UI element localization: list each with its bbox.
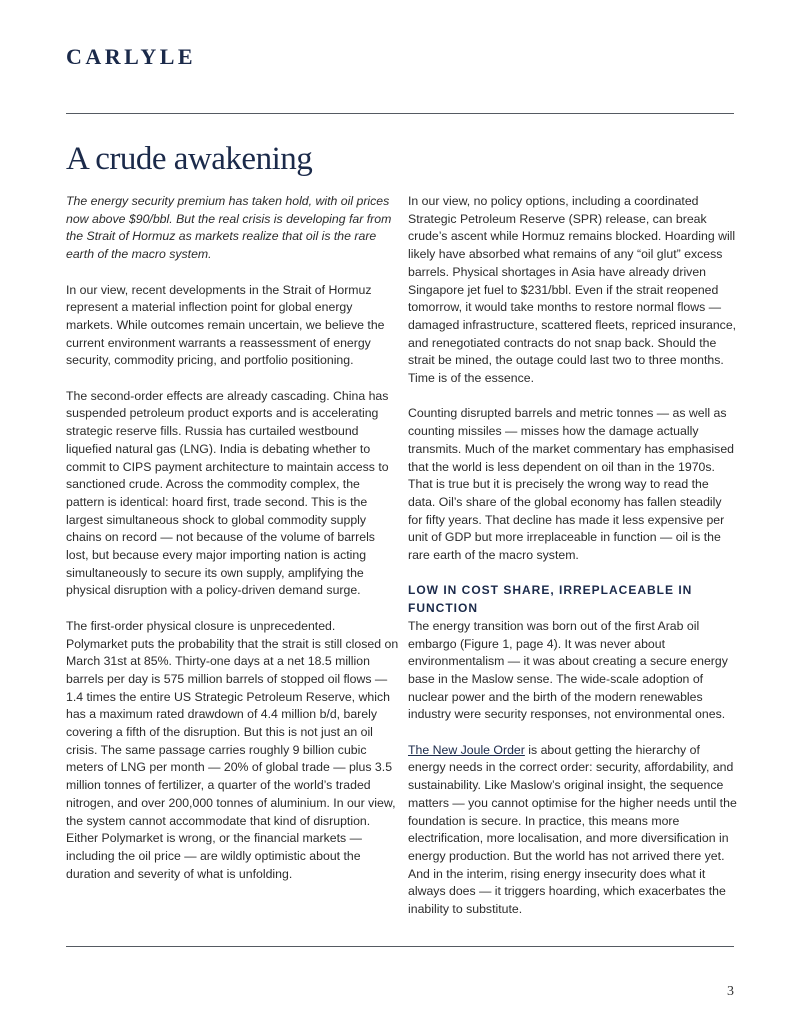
paragraph: In our view, no policy options, including a coordinated Strategic Petroleum Reserve (SPR) release, can break crude’s ascent while Hormuz remains blocked. Hoarding will likely have absorbed what remains of any “oil glut” excess barrels. Physical shortages in Asia have already driven Singapore jet fuel to $231/bbl. Even if the strait reopened tomorrow, it would take months to restore normal flows — damaged infrastructure, scattered fleets, repriced insurance, and renegotiated contracts do not snap back. Should the strait be mined, the outage could last two to three months. Time is of the essence. <box>408 194 737 386</box>
carlyle-logo: CARLYLE <box>66 44 197 69</box>
paragraph: In our view, recent developments in the Strait of Hormuz represent a material inflection point for global energy markets. While outcomes remain uncertain, we believe the current environment warrants a reassessment of energy security, commodity pricing, and portfolio positioning. <box>66 282 385 368</box>
paragraph: The first-order physical closure is unprecedented. Polymarket puts the probability that the strait is still closed on March 31st at 85%. Thirty-one days at a net 18.5 million barrels per day is 575 million barrels of stopped oil flows — 1.4 times the entire US Strategic Petroleum Reserve, which has a maximum rated drawdown of 4.4 million b/d, barely covering a fifth of the disruption. But this is not just an oil crisis. The same passage carries roughly 9 billion cubic meters of LNG per month — 20% of global trade — plus 3.5 million tonnes of fertilizer, a quarter of the world’s traded nitrogen, and over 200,000 tonnes of aluminium. In our view, the system cannot accommodate that kind of disruption. Either Polymarket is wrong, or the financial markets — including the oil price — are wildly optimistic about the duration and severity of what is unfolding. <box>66 618 399 881</box>
paragraph: Counting disrupted barrels and metric tonnes — as well as counting missiles — misses how the damage actually transmits. Much of the market commentary has emphasised that the world is less dependent on oil than in the 1970s. That is true but it is precisely the wrong way to read the data. Oil’s share of the global economy has fallen steadily for fifty years. That decline has made it less expensive per unit of GDP but more irreplaceable in function — oil is the rare earth of the macro system. <box>408 406 734 563</box>
left-column <box>66 193 400 901</box>
article-lede: The energy security premium has taken hold, with oil prices now above $90/bbl. But the real crisis is developing far from the Strait of Hormuz as markets realize that oil is the rare earth of the macro system. <box>66 194 392 262</box>
footer-divider <box>66 946 734 947</box>
new-joule-order-link[interactable]: The New Joule Order <box>408 742 525 757</box>
paragraph: The energy transition was born out of the first Arab oil embargo (Figure 1, page 4). It was never about environmentalism — it was about creating a secure energy base in the Maslow sense. The wide-scale adoption of nuclear power and the birth of the modern renewables industry were security responses, not environmental ones. <box>408 618 728 722</box>
page-number: 3 <box>727 984 734 999</box>
header-divider <box>66 113 734 114</box>
paragraph: The second-order effects are already cascading. China has suspended petroleum product exports and is accelerating strategic reserve fills. Russia has curtailed westbound liquefied natural gas (LNG). India is debating whether to commit to CIPS payment architecture to maintain access to sanctioned crude. Across the commodity complex, the pattern is identical: hoard first, trade second. This is the largest simultaneous shock to global commodity supply chains on record — not because of the volume of barrels lost, but because every major importing nation is acting simultaneously to secure its own supply, amplifying the physical disruption with a policy-driven demand surge. <box>66 388 389 598</box>
paragraph-text: is about getting the hierarchy of energy needs in the correct order: security, affordability, and sustainability. Like Maslow’s original insight, the sequence matters — you cannot optimise for the higher needs until the foundation is secure. In practice, this means more electrification, more localisation, and more diversification in energy production. But the world has not arrived there yet. And in the interim, rising energy insecurity does what it always does — it triggers hoarding, which exacerbates the inability to substitute. <box>408 742 737 917</box>
paragraph <box>408 742 738 919</box>
right-column <box>408 193 738 936</box>
article-title: A crude awakening <box>66 141 313 177</box>
section-subheading: LOW IN COST SHARE, IRREPLACEABLE IN FUNCTION <box>408 583 693 616</box>
